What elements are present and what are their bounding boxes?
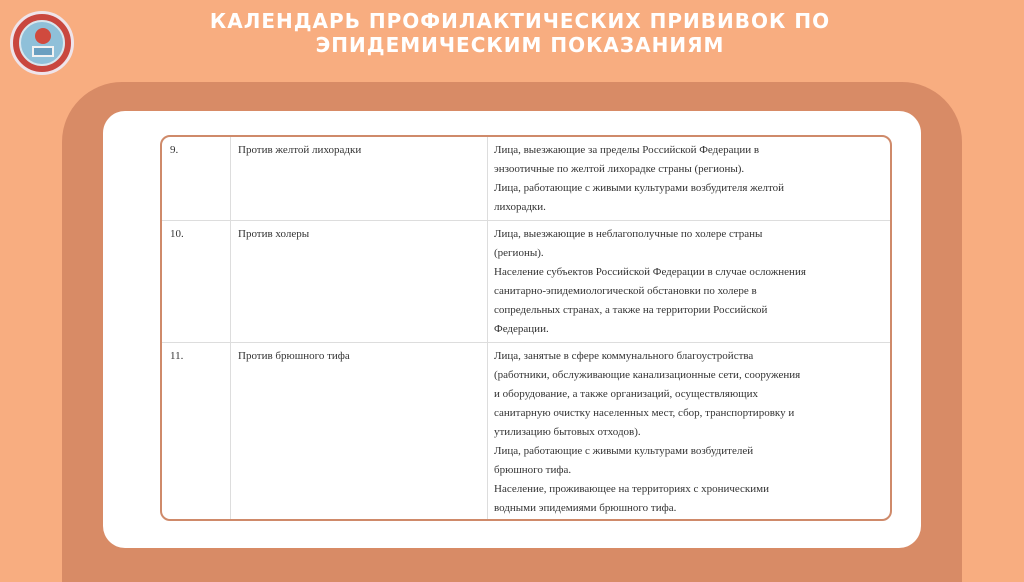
group-line: сопредельных странах, а также на территории Российской	[494, 304, 768, 316]
row-number: 9.	[162, 137, 231, 221]
emblem-figure-icon	[35, 28, 51, 44]
eligible-groups	[488, 137, 891, 221]
table-row	[162, 343, 890, 522]
row-number: 10.	[162, 221, 231, 343]
vaccine-name: Против брюшного тифа	[231, 343, 488, 522]
group-line: (регионы).	[494, 247, 544, 259]
slide-title: КАЛЕНДАРЬ ПРОФИЛАКТИЧЕСКИХ ПРИВИВОК ПО ЭПИДЕМИЧЕСКИМ ПОКАЗАНИЯМ	[209, 9, 831, 57]
emblem-inner	[19, 20, 65, 66]
group-line: Федерации.	[494, 323, 549, 335]
group-line: (работники, обслуживающие канализационные сети, сооружения	[494, 369, 801, 381]
group-line: лихорадки.	[494, 201, 546, 213]
group-line: Население субъектов Российской Федерации в случае осложнения	[494, 266, 806, 278]
group-line: водными эпидемиями брюшного тифа.	[494, 502, 677, 514]
group-line: санитарно-эпидемиологической обстановки по холере в	[494, 285, 757, 297]
group-line: Лица, работающие с живыми культурами возбудителей	[494, 445, 754, 457]
row-number: 11.	[162, 343, 231, 522]
emblem-box-icon	[32, 46, 54, 57]
table-row	[162, 221, 890, 343]
eligible-groups	[488, 343, 891, 522]
group-line: Лица, работающие с живыми культурами возбудителя желтой	[494, 182, 785, 194]
eligible-groups	[488, 221, 891, 343]
group-line: санитарную очистку населенных мест, сбор, транспортировку и	[494, 407, 795, 419]
group-line: энзоотичные по желтой лихорадке страны (регионы).	[494, 163, 745, 175]
vaccine-name: Против холеры	[231, 221, 488, 343]
vaccination-table	[160, 135, 892, 521]
group-line: Лица, занятые в сфере коммунального благоустройства	[494, 350, 754, 362]
group-line: и оборудование, а также организаций, осуществляющих	[494, 388, 759, 400]
vaccine-name: Против желтой лихорадки	[231, 137, 488, 221]
group-line: брюшного тифа.	[494, 464, 572, 476]
table-row	[162, 137, 890, 221]
group-line: Лица, выезжающие в неблагополучные по холере страны	[494, 228, 763, 240]
group-line: Население, проживающее на территориях с хроническими	[494, 483, 769, 495]
group-line: утилизацию бытовых отходов).	[494, 426, 641, 438]
emblem-logo	[10, 11, 74, 75]
group-line: Лица, выезжающие за пределы Российской Федерации в	[494, 144, 760, 156]
